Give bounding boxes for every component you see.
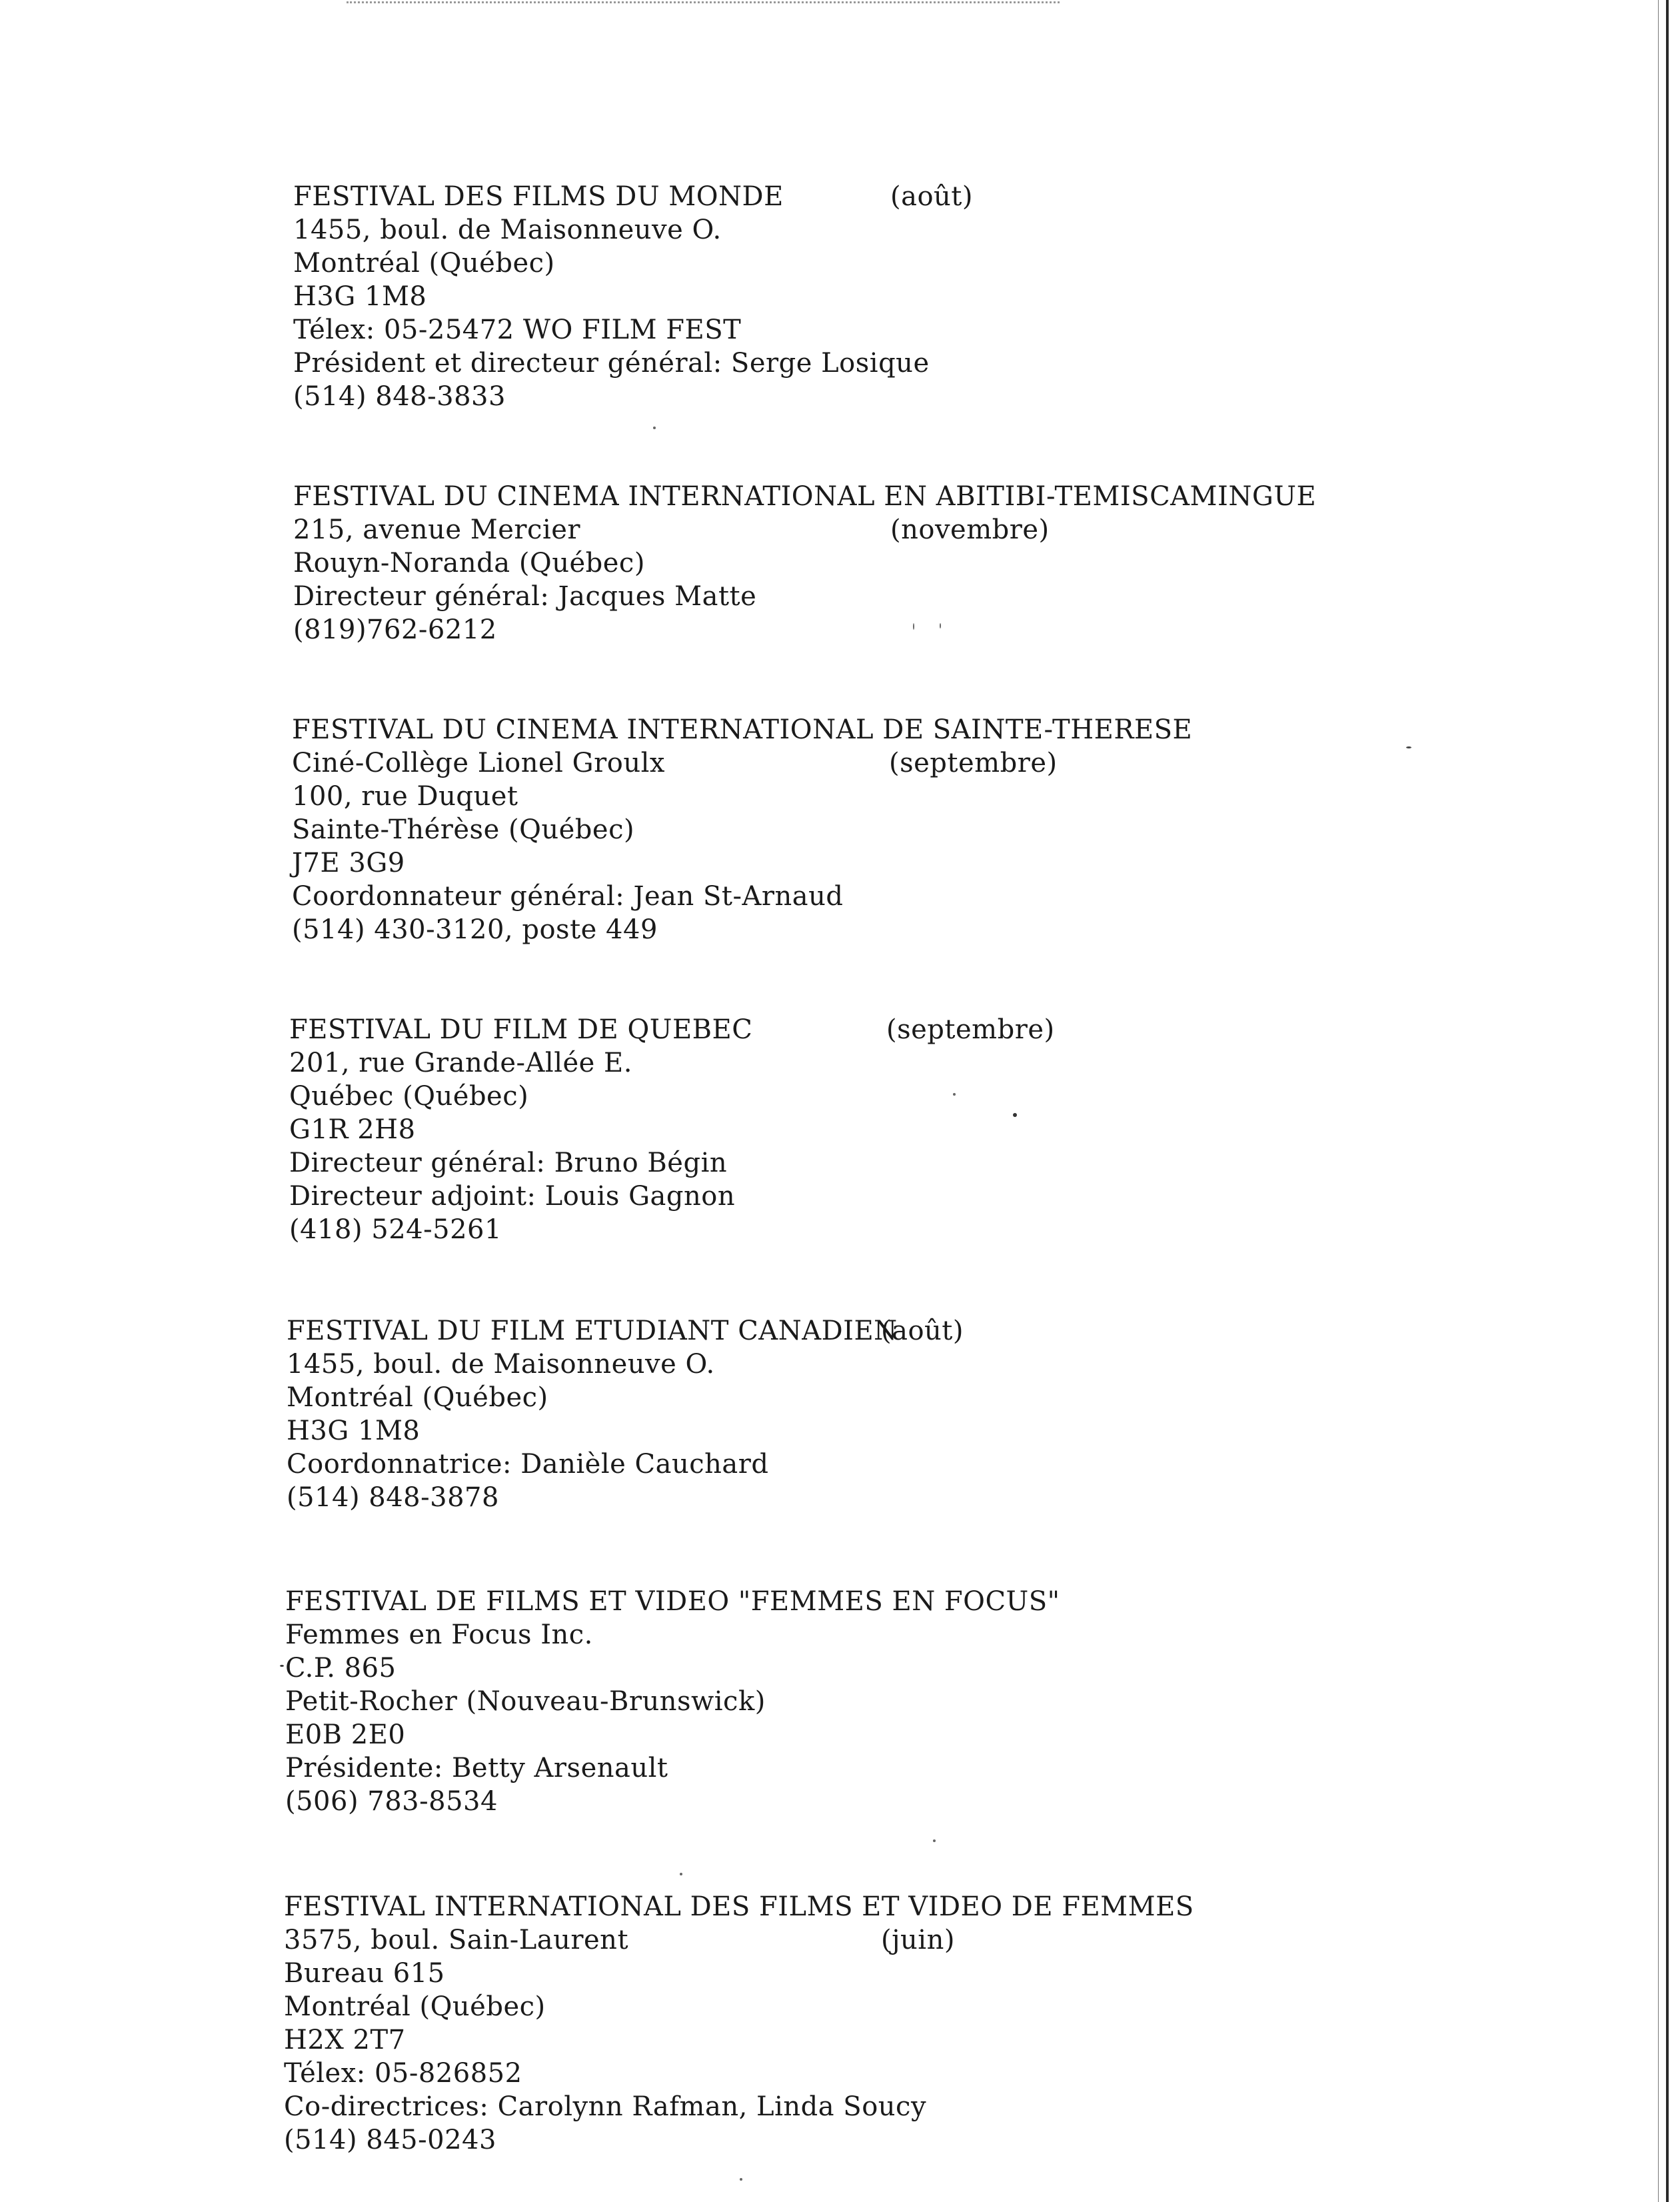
festival-detail-line: (514) 845-0243	[284, 2125, 496, 2155]
scan-right-edge-thin	[1658, 0, 1659, 2202]
scan-speck	[740, 2178, 742, 2181]
festival-detail-line: Montréal (Québec)	[287, 1382, 548, 1413]
festival-title: FESTIVAL DU CINEMA INTERNATIONAL EN ABITIBI-TEMISCAMINGUE	[293, 481, 1317, 512]
festival-entry	[292, 713, 1478, 946]
festival-detail-line: Coordonnatrice: Danièle Cauchard	[287, 1449, 769, 1480]
festival-detail-line: H2X 2T7	[284, 2025, 406, 2055]
festival-entry	[289, 1013, 1475, 1246]
festival-detail-line: Co-directrices: Carolynn Rafman, Linda Soucy	[284, 2091, 927, 2122]
festival-detail-line: J7E 3G9	[292, 848, 405, 878]
festival-month: (juin)	[881, 1925, 955, 1955]
scan-speck	[680, 1873, 682, 1875]
scan-speck	[280, 1665, 284, 1667]
festival-detail-line: Montréal (Québec)	[284, 1991, 546, 2022]
festival-detail-line: Directeur adjoint: Louis Gagnon	[289, 1181, 736, 1212]
festival-detail-line: C.P. 865	[285, 1653, 397, 1683]
festival-detail-line: (506) 783-8534	[285, 1786, 498, 1817]
festival-detail-line: (418) 524-5261	[289, 1214, 502, 1245]
festival-month: (septembre)	[886, 1014, 1055, 1045]
festival-month: (août)	[881, 1316, 964, 1346]
festival-detail-line: Président et directeur général: Serge Losique	[293, 348, 930, 379]
festival-detail-line: Sainte-Thérèse (Québec)	[292, 814, 635, 845]
festival-detail-line: 1455, boul. de Maisonneuve O.	[293, 215, 722, 245]
festival-detail-line: (514) 848-3878	[287, 1482, 499, 1513]
scan-top-edge	[347, 1, 1060, 3]
festival-detail-line: H3G 1M8	[293, 281, 427, 312]
festival-entry	[284, 1890, 1470, 2157]
festival-detail-line: Montréal (Québec)	[293, 248, 555, 279]
festival-detail-line: Petit-Rocher (Nouveau-Brunswick)	[285, 1686, 766, 1717]
festival-detail-line: Rouyn-Noranda (Québec)	[293, 548, 645, 578]
festival-detail-line: E0B 2E0	[285, 1719, 406, 1750]
festival-month: (août)	[890, 181, 973, 212]
festival-detail-line: 201, rue Grande-Allée E.	[289, 1048, 632, 1078]
festival-title: FESTIVAL DU FILM DE QUEBEC (septembre)	[289, 1014, 1055, 1045]
scan-speck	[953, 1093, 956, 1096]
festival-detail-line: (514) 430-3120, poste 449	[292, 914, 658, 945]
festival-detail-line: 215, avenue Mercier (novembre)	[293, 515, 1050, 545]
scan-speck	[940, 623, 941, 628]
festival-title: FESTIVAL DU FILM ETUDIANT CANADIEN (août)	[287, 1316, 964, 1346]
scan-speck	[913, 623, 914, 630]
festival-entry	[285, 1585, 1471, 1818]
festival-detail-line: Femmes en Focus Inc.	[285, 1620, 593, 1650]
festival-detail-line: Télex: 05-826852	[284, 2058, 522, 2089]
scan-speck	[1406, 746, 1411, 748]
festival-month: (novembre)	[890, 515, 1050, 545]
scan-speck	[653, 427, 656, 429]
scan-speck	[1013, 1113, 1017, 1117]
festival-title: FESTIVAL DE FILMS ET VIDEO "FEMMES EN FOCUS"	[285, 1586, 1060, 1617]
festival-detail-line: Télex: 05-25472 WO FILM FEST	[293, 315, 742, 345]
festival-detail-line: Directeur général: Jacques Matte	[293, 581, 757, 612]
scan-right-edge	[1666, 0, 1669, 2202]
festival-detail-line: Directeur général: Bruno Bégin	[289, 1148, 728, 1178]
festival-detail-line: Québec (Québec)	[289, 1081, 529, 1112]
festival-detail-line: 100, rue Duquet	[292, 781, 518, 812]
festival-detail-line: Ciné-Collège Lionel Groulx (septembre)	[292, 748, 1058, 778]
festival-entry	[287, 1314, 1473, 1514]
festival-detail-line: Présidente: Betty Arsenault	[285, 1753, 668, 1783]
festival-title: FESTIVAL DU CINEMA INTERNATIONAL DE SAINTE-THERESE	[292, 714, 1193, 745]
festival-entry	[293, 480, 1479, 646]
festival-detail-line: (819)762-6212	[293, 614, 497, 645]
festival-detail-line: G1R 2H8	[289, 1114, 416, 1145]
festival-title: FESTIVAL INTERNATIONAL DES FILMS ET VIDEO DE FEMMES	[284, 1891, 1194, 1922]
festival-entry	[293, 180, 1479, 413]
festival-detail-line: 1455, boul. de Maisonneuve O.	[287, 1349, 715, 1380]
festival-detail-line: 3575, boul. Sain-Laurent (juin)	[284, 1925, 955, 1955]
festival-detail-line: H3G 1M8	[287, 1416, 420, 1446]
scan-speck	[933, 1839, 936, 1842]
festival-title: FESTIVAL DES FILMS DU MONDE (août)	[293, 181, 973, 212]
festival-detail-line: Coordonnateur général: Jean St-Arnaud	[292, 881, 844, 912]
festival-month: (septembre)	[889, 748, 1058, 778]
festival-detail-line: Bureau 615	[284, 1958, 445, 1989]
festival-detail-line: (514) 848-3833	[293, 381, 506, 412]
